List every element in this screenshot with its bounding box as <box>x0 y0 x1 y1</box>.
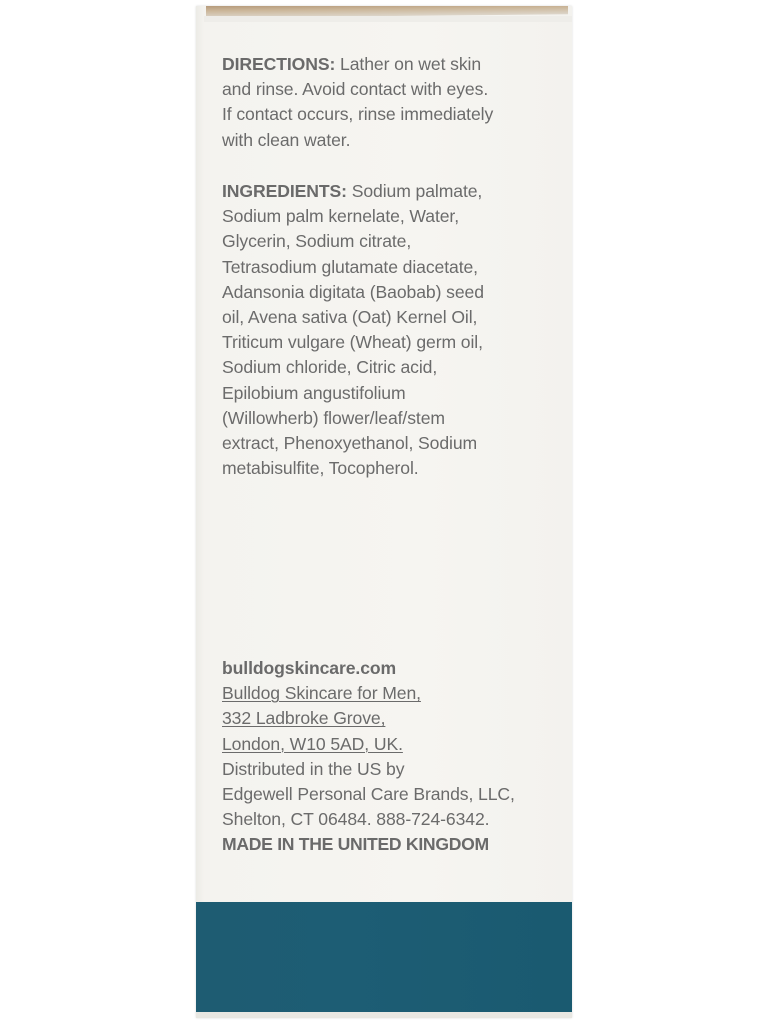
ingredients-heading: INGREDIENTS: <box>222 181 347 201</box>
distributor-line: Edgewell Personal Care Brands, LLC, <box>222 784 515 805</box>
country-of-origin: MADE IN THE UNITED KINGDOM <box>222 834 489 855</box>
ingredients-line: extract, Phenoxyethanol, Sodium <box>222 433 478 454</box>
directions-heading: DIRECTIONS: <box>222 54 336 74</box>
directions-line-1 <box>222 52 532 77</box>
ingredients-line: Epilobium angustifolium <box>222 382 406 403</box>
ingredients-line: Glycerin, Sodium citrate, <box>222 231 412 252</box>
ingredients-text: Sodium palmate, <box>346 181 483 201</box>
distributor-line: Shelton, CT 06484. 888-724-6342. <box>222 809 490 830</box>
product-box-side-panel <box>196 6 572 1018</box>
distributor-line: Distributed in the US by <box>222 758 405 779</box>
teal-color-band <box>196 902 572 1018</box>
ingredients-line: Adansonia digitata (Baobab) seed <box>222 281 484 302</box>
ingredients-line: metabisulfite, Tocopherol. <box>222 458 419 479</box>
box-top-rim <box>204 16 572 22</box>
directions-line: with clean water. <box>222 129 351 150</box>
ingredients-line: Triticum vulgare (Wheat) germ oil, <box>222 332 483 353</box>
address-line: Bulldog Skincare for Men, <box>222 683 421 704</box>
address-line: 332 Ladbroke Grove, <box>222 708 386 729</box>
ingredients-section <box>222 179 532 481</box>
directions-text: Lather on wet skin <box>335 54 482 74</box>
company-info-section <box>222 656 532 858</box>
ingredients-line: Tetrasodium glutamate diacetate, <box>222 256 478 277</box>
ingredients-line-1 <box>222 179 532 204</box>
ingredients-line: oil, Avena sativa (Oat) Kernel Oil, <box>222 307 478 328</box>
directions-section <box>222 52 532 153</box>
website-text: bulldogskincare.com <box>222 658 397 678</box>
directions-line: If contact occurs, rinse immediately <box>222 104 494 125</box>
directions-line: and rinse. Avoid contact with eyes. <box>222 79 489 100</box>
box-bottom-edge <box>196 1012 572 1018</box>
address-line: London, W10 5AD, UK. <box>222 733 403 754</box>
ingredients-line: Sodium chloride, Citric acid, <box>222 357 438 378</box>
ingredients-line: (Willowherb) flower/leaf/stem <box>222 407 445 428</box>
ingredients-line: Sodium palm kernelate, Water, <box>222 206 460 227</box>
